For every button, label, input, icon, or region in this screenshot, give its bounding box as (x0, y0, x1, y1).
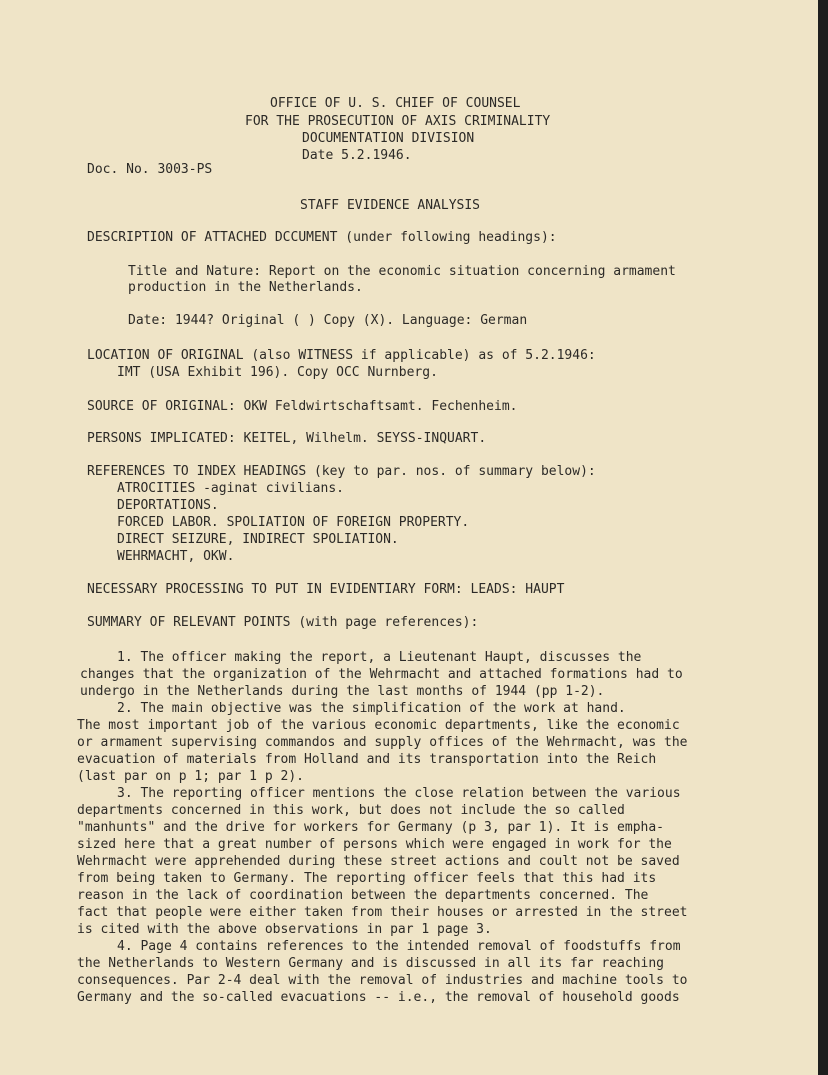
summary-line: undergo in the Netherlands during the last months of 1944 (pp 1-2). (80, 684, 605, 699)
references-heading: REFERENCES TO INDEX HEADINGS (key to par. nos. of summary below): (87, 464, 596, 479)
summary-line: the Netherlands to Western Germany and is discussed in all its far reaching (77, 956, 664, 971)
summary-line: changes that the organization of the Wehrmacht and attached formations had to (80, 667, 683, 682)
document-title: STAFF EVIDENCE ANALYSIS (300, 198, 481, 213)
header-date: Date 5.2.1946. (302, 148, 412, 163)
summary-line: (last par on p 1; par 1 p 2). (77, 769, 304, 784)
summary-line: fact that people were either taken from their houses or arrested in the street (77, 905, 688, 920)
summary-line: reason in the lack of coordination between the departments concerned. The (77, 888, 649, 903)
reference-item: DIRECT SEIZURE, INDIRECT SPOLIATION. (117, 532, 399, 547)
summary-line: evacuation of materials from Holland and its transportation into the Reich (77, 752, 657, 767)
header-line-1: OFFICE OF U. S. CHIEF OF COUNSEL (270, 96, 521, 111)
summary-line: consequences. Par 2-4 deal with the removal of industries and machine tools to (77, 973, 688, 988)
summary-line: The most important job of the various economic departments, like the economic (77, 718, 680, 733)
title-nature-line-1: Title and Nature: Report on the economic situation concerning armament (128, 264, 676, 279)
summary-line: 1. The officer making the report, a Lieutenant Haupt, discusses the (117, 650, 642, 665)
summary-line: departments concerned in this work, but does not include the so called (77, 803, 625, 818)
summary-line: "manhunts" and the drive for workers for Germany (p 3, par 1). It is empha- (77, 820, 664, 835)
description-heading: DESCRIPTION OF ATTACHED DCCUMENT (under following headings): (87, 230, 557, 245)
summary-line: Germany and the so-called evacuations -- i.e., the removal of household goods (77, 990, 680, 1005)
persons-implicated: PERSONS IMPLICATED: KEITEL, Wilhelm. SEYSS-INQUART. (87, 431, 487, 446)
summary-line: 3. The reporting officer mentions the close relation between the various (117, 786, 681, 801)
summary-line: Wehrmacht were apprehended during these street actions and coult not be saved (77, 854, 680, 869)
header-line-2: FOR THE PROSECUTION OF AXIS CRIMINALITY (245, 114, 551, 129)
scan-border (818, 0, 828, 1075)
summary-heading: SUMMARY OF RELEVANT POINTS (with page references): (87, 615, 479, 630)
summary-line: 2. The main objective was the simplification of the work at hand. (117, 701, 626, 716)
date-original-copy-language: Date: 1944? Original ( ) Copy (X). Language: German (128, 313, 528, 328)
reference-item: DEPORTATIONS. (117, 498, 219, 513)
doc-number: Doc. No. 3003-PS (87, 162, 213, 177)
summary-line: or armament supervising commandos and supply offices of the Wehrmacht, was the (77, 735, 688, 750)
reference-item: ATROCITIES -aginat civilians. (117, 481, 344, 496)
reference-item: FORCED LABOR. SPOLIATION OF FOREIGN PROPERTY. (117, 515, 470, 530)
reference-item: WEHRMACHT, OKW. (117, 549, 235, 564)
necessary-processing: NECESSARY PROCESSING TO PUT IN EVIDENTIARY FORM: LEADS: HAUPT (87, 582, 565, 597)
summary-line: sized here that a great number of persons which were engaged in work for the (77, 837, 672, 852)
location-line-1: LOCATION OF ORIGINAL (also WITNESS if applicable) as of 5.2.1946: (87, 348, 596, 363)
source-of-original: SOURCE OF ORIGINAL: OKW Feldwirtschaftsamt. Fechenheim. (87, 399, 518, 414)
header-line-3: DOCUMENTATION DIVISION (302, 131, 475, 146)
summary-line: is cited with the above observations in par 1 page 3. (77, 922, 492, 937)
title-nature-line-2: production in the Netherlands. (128, 280, 363, 295)
location-line-2: IMT (USA Exhibit 196). Copy OCC Nurnberg. (117, 365, 438, 380)
summary-line: from being taken to Germany. The reporting officer feels that this had its (77, 871, 657, 886)
summary-line: 4. Page 4 contains references to the intended removal of foodstuffs from (117, 939, 681, 954)
